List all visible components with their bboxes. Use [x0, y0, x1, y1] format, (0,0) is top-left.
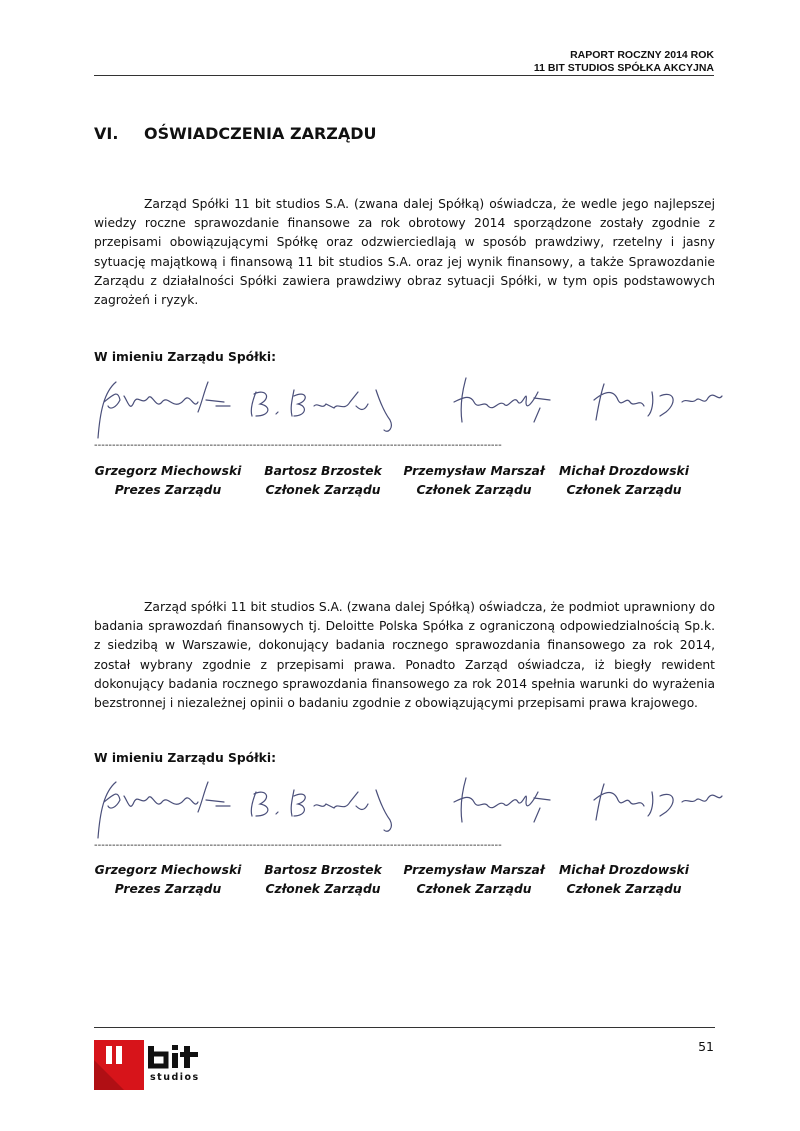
- signer-name: Michał Drozdowski: [559, 863, 689, 877]
- section-title: OŚWIADCZENIA ZARZĄDU: [144, 124, 377, 143]
- signer-role: Członek Zarządu: [566, 882, 682, 896]
- signer-role: Członek Zarządu: [416, 483, 532, 497]
- statement-paragraph-1: Zarząd Spółki 11 bit studios S.A. (zwana dalej Spółką) oświadcza, że wedle jego najlepszej wiedzy roczne sprawozdanie finansowe za rok obrotowy 2014 sporządzone zostały zgodnie z przepisami obowiązującymi Spółkę oraz odzwierciedlają w sposób prawdziwy, rzetelny i jasny sytuację majątkową i finansową 11 bit studios S.A. oraz jej wynik finansowy, a także Sprawozdanie Zarządu z działalności Spółki zawiera prawdziwy obraz sytuacji Spółki, w tym opis podstawowych zagrożeń i ryzyk.: [94, 197, 715, 308]
- signer-miechowski-1: [94, 462, 242, 500]
- signer-name: Bartosz Brzostek: [264, 863, 382, 877]
- header-divider: [94, 75, 714, 76]
- signer-role: Prezes Zarządu: [114, 483, 222, 497]
- signer-marszal-2: [400, 861, 548, 899]
- signer-role: Członek Zarządu: [265, 882, 381, 896]
- footer-divider: [94, 1027, 715, 1028]
- signer-role: Członek Zarządu: [416, 882, 532, 896]
- 11bit-logo-icon: [94, 1040, 214, 1090]
- company-name: 11 BIT STUDIOS SPÓŁKA AKCYJNA: [533, 62, 714, 74]
- behalf-label-2: W imieniu Zarządu Spółki:: [94, 751, 276, 765]
- company-logo: [94, 1040, 214, 1090]
- signer-name: Michał Drozdowski: [559, 464, 689, 478]
- handwritten-signatures-2: [94, 772, 724, 842]
- section-number: VI.: [94, 124, 119, 143]
- signer-marszal-1: [400, 462, 548, 500]
- report-header: [534, 49, 714, 75]
- signer-name: Grzegorz Miechowski: [94, 863, 242, 877]
- page-number: 51: [698, 1039, 714, 1054]
- signatures-block-1: [94, 372, 724, 442]
- signer-brzostek-1: [259, 462, 387, 500]
- signer-name: Bartosz Brzostek: [264, 464, 382, 478]
- signer-name: Przemysław Marszał: [403, 464, 545, 478]
- signer-miechowski-2: [94, 861, 242, 899]
- signer-role: Członek Zarządu: [265, 483, 381, 497]
- statement-paragraph-2: Zarząd spółki 11 bit studios S.A. (zwana dalej Spółką) oświadcza, że podmiot uprawniony do badania sprawozdań finansowych tj. Deloitte Polska Spółka z ograniczoną odpowiedzialnością Sp.k. z siedzibą w Warszawie, dokonujący badania rocznego sprawozdania finansowego za rok 2014, został wybrany zgodnie z przepisami prawa. Ponadto Zarząd oświadcza, iż biegły rewident dokonujący badania rocznego sprawozdania finansowego za rok 2014 spełnia warunki do wyrażenia bezstronnej i niezależnej opinii o badaniu zgodnie z obowiązującymi przepisami prawa krajowego.: [94, 600, 715, 711]
- signature-line-2: -----------------------------------------------------------------------------------------------------------------: [94, 840, 502, 851]
- signer-name: Grzegorz Miechowski: [94, 464, 242, 478]
- signer-role: Członek Zarządu: [566, 483, 682, 497]
- signer-drozdowski-1: [555, 462, 693, 500]
- behalf-label-1: W imieniu Zarządu Spółki:: [94, 350, 276, 364]
- section-heading: [94, 124, 377, 143]
- signature-line-1: -----------------------------------------------------------------------------------------------------------------: [94, 440, 502, 451]
- signer-brzostek-2: [259, 861, 387, 899]
- signatures-block-2: [94, 772, 724, 842]
- logo-subtext: studios: [150, 1072, 200, 1083]
- report-title: RAPORT ROCZNY 2014 ROK: [570, 49, 714, 61]
- signer-drozdowski-2: [555, 861, 693, 899]
- handwritten-signatures-1: [94, 372, 724, 442]
- signer-role: Prezes Zarządu: [114, 882, 222, 896]
- signer-name: Przemysław Marszał: [403, 863, 545, 877]
